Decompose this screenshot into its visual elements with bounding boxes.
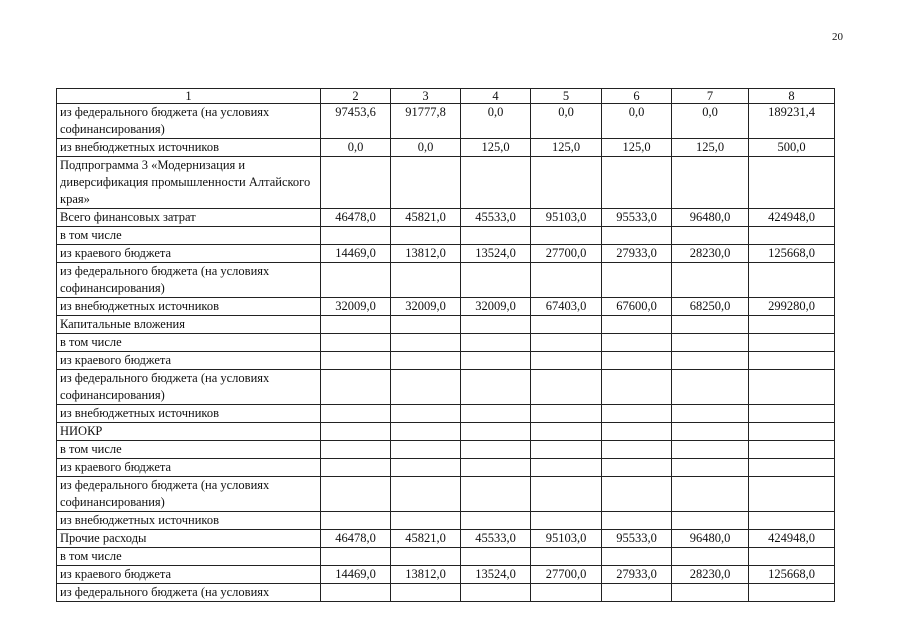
row-label: из внебюджетных источников [57,298,321,316]
table-header-row [57,89,835,104]
value-cell [672,441,749,459]
value-cell [602,316,672,334]
value-cell: 46478,0 [321,530,391,548]
value-cell [749,423,835,441]
value-cell [672,584,749,602]
value-cell: 96480,0 [672,530,749,548]
table-row [57,512,835,530]
value-cell [749,584,835,602]
value-cell: 13812,0 [391,566,461,584]
value-cell: 125,0 [531,139,602,157]
table-row [57,530,835,548]
value-cell [321,370,391,405]
value-cell: 67600,0 [602,298,672,316]
value-cell: 0,0 [672,104,749,139]
value-cell [531,548,602,566]
row-label: из внебюджетных источников [57,139,321,157]
value-cell [391,459,461,477]
table-row [57,405,835,423]
value-cell [391,334,461,352]
value-cell [391,423,461,441]
value-cell: 28230,0 [672,245,749,263]
table-row [57,157,835,209]
header-cell: 4 [461,89,531,104]
table-row [57,227,835,245]
value-cell [602,512,672,530]
value-cell: 45533,0 [461,209,531,227]
row-label: Прочие расходы [57,530,321,548]
value-cell: 299280,0 [749,298,835,316]
table-row [57,423,835,441]
value-cell [461,370,531,405]
row-label: из федерального бюджета (на условиях [57,584,321,602]
value-cell [531,334,602,352]
row-label: из федерального бюджета (на условиях софинансирования) [57,104,321,139]
value-cell [461,405,531,423]
value-cell [749,227,835,245]
value-cell [749,459,835,477]
value-cell [391,548,461,566]
value-cell [749,157,835,209]
header-cell: 7 [672,89,749,104]
value-cell [672,370,749,405]
row-label: в том числе [57,548,321,566]
value-cell: 95103,0 [531,530,602,548]
header-cell: 5 [531,89,602,104]
table-row [57,441,835,459]
value-cell: 0,0 [321,139,391,157]
value-cell: 13524,0 [461,566,531,584]
value-cell [672,548,749,566]
table-row [57,263,835,298]
value-cell [531,263,602,298]
value-cell [749,352,835,370]
value-cell [391,227,461,245]
header-cell: 2 [321,89,391,104]
value-cell [391,512,461,530]
value-cell [461,157,531,209]
value-cell [531,405,602,423]
value-cell: 46478,0 [321,209,391,227]
header-cell: 6 [602,89,672,104]
value-cell [749,316,835,334]
value-cell [321,459,391,477]
value-cell: 32009,0 [391,298,461,316]
value-cell: 125668,0 [749,566,835,584]
value-cell [531,423,602,441]
value-cell: 125,0 [461,139,531,157]
value-cell: 67403,0 [531,298,602,316]
value-cell: 96480,0 [672,209,749,227]
header-cell: 3 [391,89,461,104]
value-cell [672,423,749,441]
table-row [57,245,835,263]
value-cell: 95533,0 [602,209,672,227]
table-body [57,89,835,602]
value-cell [321,441,391,459]
value-cell: 95533,0 [602,530,672,548]
value-cell [461,352,531,370]
value-cell [391,441,461,459]
row-label: из внебюджетных источников [57,405,321,423]
table-row [57,459,835,477]
row-label: НИОКР [57,423,321,441]
value-cell [461,512,531,530]
value-cell: 28230,0 [672,566,749,584]
value-cell: 95103,0 [531,209,602,227]
row-label: в том числе [57,441,321,459]
table-row [57,209,835,227]
value-cell [602,441,672,459]
value-cell [321,263,391,298]
value-cell [531,512,602,530]
value-cell: 91777,8 [391,104,461,139]
value-cell [321,548,391,566]
value-cell [602,423,672,441]
value-cell [672,459,749,477]
row-label: из краевого бюджета [57,352,321,370]
table-row [57,298,835,316]
value-cell [531,584,602,602]
value-cell [321,423,391,441]
row-label: из внебюджетных источников [57,512,321,530]
value-cell [461,459,531,477]
value-cell [461,584,531,602]
value-cell [461,477,531,512]
value-cell: 27933,0 [602,566,672,584]
value-cell [391,584,461,602]
value-cell: 45533,0 [461,530,531,548]
value-cell [602,548,672,566]
value-cell: 125668,0 [749,245,835,263]
value-cell [391,352,461,370]
row-label: из краевого бюджета [57,245,321,263]
value-cell [391,405,461,423]
row-label: из федерального бюджета (на условиях софинансирования) [57,370,321,405]
value-cell [749,263,835,298]
value-cell [321,227,391,245]
table-row [57,139,835,157]
value-cell: 0,0 [602,104,672,139]
value-cell [602,157,672,209]
value-cell [672,405,749,423]
value-cell: 13812,0 [391,245,461,263]
value-cell: 97453,6 [321,104,391,139]
table-row [57,584,835,602]
table-row [57,548,835,566]
value-cell [531,370,602,405]
value-cell [672,352,749,370]
row-label: из федерального бюджета (на условиях софинансирования) [57,477,321,512]
value-cell [602,370,672,405]
row-label: Всего финансовых затрат [57,209,321,227]
value-cell: 424948,0 [749,530,835,548]
value-cell: 0,0 [391,139,461,157]
value-cell: 27933,0 [602,245,672,263]
value-cell [672,334,749,352]
value-cell [531,157,602,209]
value-cell [672,227,749,245]
value-cell [602,584,672,602]
value-cell [531,316,602,334]
value-cell: 14469,0 [321,566,391,584]
value-cell [531,227,602,245]
value-cell: 14469,0 [321,245,391,263]
budget-table [56,88,835,602]
value-cell [321,316,391,334]
value-cell [602,405,672,423]
value-cell: 500,0 [749,139,835,157]
value-cell [321,352,391,370]
value-cell [602,477,672,512]
value-cell [461,441,531,459]
value-cell [531,441,602,459]
header-cell: 8 [749,89,835,104]
value-cell [461,334,531,352]
value-cell [461,548,531,566]
value-cell: 45821,0 [391,530,461,548]
value-cell [461,316,531,334]
value-cell: 189231,4 [749,104,835,139]
value-cell: 125,0 [672,139,749,157]
value-cell: 13524,0 [461,245,531,263]
row-label: в том числе [57,334,321,352]
row-label: из краевого бюджета [57,566,321,584]
value-cell [672,316,749,334]
value-cell [749,512,835,530]
value-cell [461,227,531,245]
value-cell [672,263,749,298]
value-cell [531,477,602,512]
table-row [57,370,835,405]
value-cell [391,370,461,405]
row-label: Капитальные вложения [57,316,321,334]
value-cell [749,405,835,423]
value-cell: 424948,0 [749,209,835,227]
value-cell: 0,0 [531,104,602,139]
value-cell: 45821,0 [391,209,461,227]
value-cell: 27700,0 [531,566,602,584]
value-cell [602,334,672,352]
value-cell: 68250,0 [672,298,749,316]
value-cell [321,405,391,423]
value-cell [672,512,749,530]
value-cell [749,477,835,512]
header-cell: 1 [57,89,321,104]
value-cell: 27700,0 [531,245,602,263]
value-cell [602,263,672,298]
value-cell [391,477,461,512]
value-cell [749,548,835,566]
value-cell: 125,0 [602,139,672,157]
value-cell [602,459,672,477]
value-cell [531,352,602,370]
value-cell [321,334,391,352]
value-cell [461,423,531,441]
value-cell [602,352,672,370]
value-cell [749,441,835,459]
row-label: Подпрограмма 3 «Модернизация и диверсификация промышленности Алтайского края» [57,157,321,209]
table-row [57,352,835,370]
value-cell [749,334,835,352]
value-cell [391,316,461,334]
value-cell [321,512,391,530]
value-cell [321,157,391,209]
row-label: в том числе [57,227,321,245]
value-cell [749,370,835,405]
table-row [57,316,835,334]
table-row [57,104,835,139]
value-cell [672,157,749,209]
value-cell: 32009,0 [321,298,391,316]
value-cell [672,477,749,512]
value-cell [391,263,461,298]
table-row [57,477,835,512]
value-cell: 0,0 [461,104,531,139]
value-cell [531,459,602,477]
value-cell [602,227,672,245]
value-cell [321,584,391,602]
value-cell [461,263,531,298]
table-row [57,334,835,352]
value-cell [391,157,461,209]
row-label: из краевого бюджета [57,459,321,477]
page-number: 20 [832,31,843,43]
value-cell [321,477,391,512]
table-row [57,566,835,584]
value-cell: 32009,0 [461,298,531,316]
row-label: из федерального бюджета (на условиях софинансирования) [57,263,321,298]
